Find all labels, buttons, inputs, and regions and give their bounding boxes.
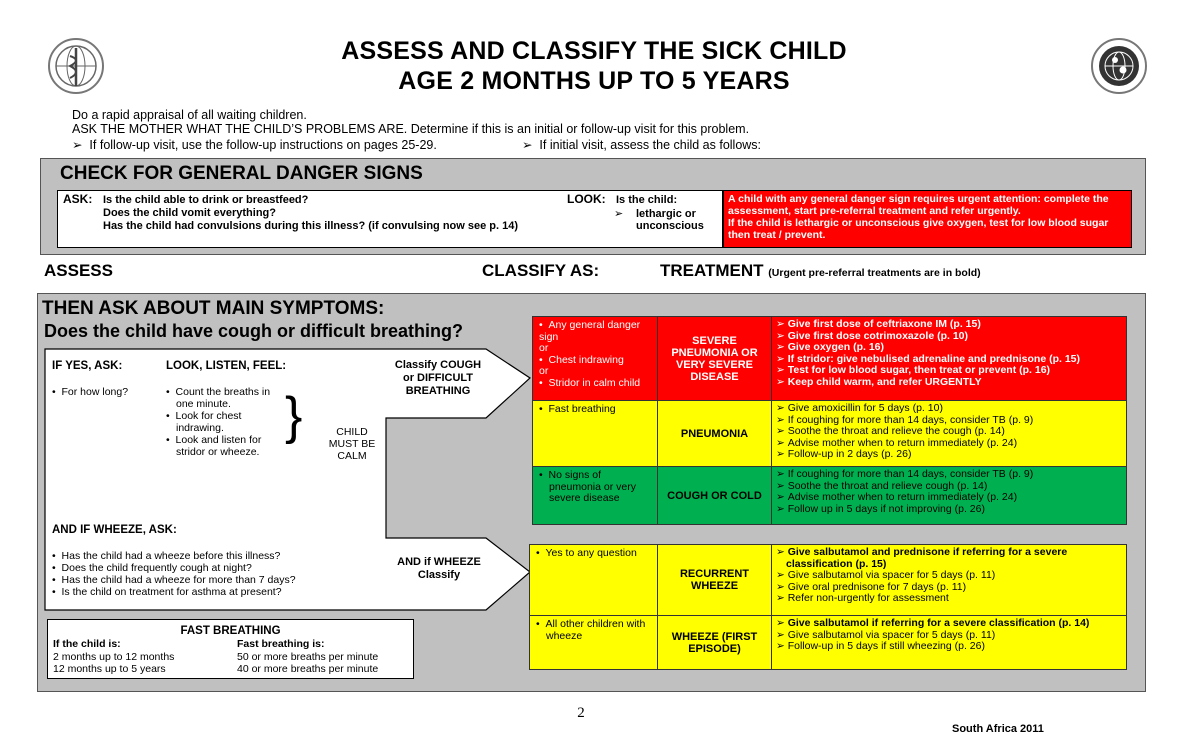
signs-cell	[533, 467, 658, 525]
sign-item: • Yes to any question	[536, 548, 653, 560]
fast-breathing-rate: 40 or more breaths per minute	[237, 663, 379, 675]
sign-item: • Any general danger sign	[539, 320, 653, 343]
list-item: • Is the child on treatment for asthma at present?	[52, 586, 342, 598]
treatment-cell	[772, 401, 1127, 467]
column-header-assess: ASSESS	[44, 261, 113, 280]
danger-signs-heading: CHECK FOR GENERAL DANGER SIGNS	[60, 163, 423, 184]
intro-line1: Do a rapid appraisal of all waiting children.	[72, 108, 307, 122]
treatment-item: ➢ Follow up in 5 days if not improving (p. 26)	[776, 504, 1122, 516]
intro-bullet1: ➢ If follow-up visit, use the follow-up instructions on pages 25-29.	[72, 138, 437, 152]
danger-action-text-1: A child with any general danger sign requires urgent attention: complete the assessment, start pre-referral treatment and refer urgently.	[728, 193, 1109, 217]
list-item: • Has the child had a wheeze before this illness?	[52, 550, 342, 562]
list-item: • Count the breaths in one minute.	[166, 386, 284, 410]
main-symptoms-heading: THEN ASK ABOUT MAIN SYMPTOMS:	[42, 298, 385, 319]
signs-cell	[533, 317, 658, 401]
treatment-item: ➢ Give oxygen (p. 16)	[776, 342, 1122, 354]
right-brace-icon: }	[285, 387, 303, 445]
cough-question: Does the child have cough or difficult breathing?	[44, 321, 464, 341]
treatment-item: ➢ Advise mother when to return immediately (p. 24)	[776, 438, 1122, 450]
classify-cough-label: Classify COUGH or DIFFICULT BREATHING	[394, 359, 482, 397]
fast-breathing-col1-header: If the child is:	[53, 638, 121, 650]
treatment-item: ➢ Give first dose of ceftriaxone IM (p. 15)	[776, 319, 1122, 331]
treatment-item: ➢ Give salbutamol via spacer for 5 days (p. 11)	[776, 570, 1122, 582]
wheeze-classify-label: AND if WHEEZE Classify	[397, 556, 481, 581]
sign-item: • Fast breathing	[539, 404, 653, 416]
danger-signs-action-box	[723, 190, 1132, 248]
classification-cell: SEVERE PNEUMONIA OR VERY SEVERE DISEASE	[658, 317, 772, 401]
calm-note: CHILD MUST BE CALM	[328, 426, 376, 462]
treatment-label: TREATMENT	[660, 261, 764, 280]
treatment-item: ➢ Give salbutamol if referring for a severe classification (p. 14)	[776, 618, 1122, 630]
intro-bullet2-text: If initial visit, assess the child as follows:	[539, 138, 762, 152]
treatment-item: ➢ Soothe the throat and relieve the cough (p. 14)	[776, 426, 1122, 438]
sign-item: • Chest indrawing	[539, 355, 653, 367]
cough-classification-table	[532, 316, 1127, 525]
look-bullet-icon: ➢	[614, 208, 624, 220]
danger-ask-item: Does the child vomit everything?	[103, 207, 276, 219]
sign-item: • No signs of pneumonia or very severe disease	[539, 470, 653, 505]
intro-line2: ASK THE MOTHER WHAT THE CHILD’S PROBLEMS ARE. Determine if this is an initial or follow-up visit for this problem.	[72, 122, 750, 136]
column-header-treatment	[660, 261, 981, 281]
treatment-item: ➢ Give salbutamol via spacer for 5 days (p. 11)	[776, 630, 1122, 642]
intro-bullet1-text: If follow-up visit, use the follow-up instructions on pages 25-29.	[89, 138, 437, 152]
fast-breathing-title: FAST BREATHING	[180, 625, 281, 637]
treatment-item: ➢ Follow-up in 5 days if still wheezing (p. 26)	[776, 641, 1122, 653]
list-item: • For how long?	[52, 386, 152, 398]
page-title-line1: ASSESS AND CLASSIFY THE SICK CHILD	[341, 37, 847, 65]
treatment-note: (Urgent pre-referral treatments are in bold)	[768, 267, 981, 279]
fast-breathing-col2-header: Fast breathing is:	[237, 638, 325, 650]
sign-or: or	[539, 365, 549, 377]
list-item: • Look for chest indrawing.	[166, 410, 284, 434]
table-row	[533, 467, 1127, 525]
treatment-item: ➢ Advise mother when to return immediately (p. 24)	[776, 492, 1122, 504]
look-intro: Is the child:	[616, 194, 678, 206]
look-listen-feel-label: LOOK, LISTEN, FEEL:	[166, 360, 287, 372]
treatment-item: ➢ If stridor: give nebulised adrenaline and prednisone (p. 15)	[776, 354, 1122, 366]
sign-item: • Stridor in calm child	[539, 378, 653, 390]
treatment-item: ➢ If coughing for more than 14 days, consider TB (p. 9)	[776, 469, 1122, 481]
intro-bullet2: ➢ If initial visit, assess the child as follows:	[522, 138, 762, 152]
treatment-cell	[772, 545, 1127, 616]
treatment-item: ➢ If coughing for more than 14 days, consider TB (p. 9)	[776, 415, 1122, 427]
page-number: 2	[577, 705, 585, 721]
wheeze-heading: AND IF WHEEZE, ASK:	[52, 524, 177, 536]
classification-cell: WHEEZE (FIRST EPISODE)	[658, 616, 772, 670]
signs-cell	[530, 616, 658, 670]
list-item: • Does the child frequently cough at night?	[52, 562, 342, 574]
treatment-item: ➢ Give salbutamol and prednisone if referring for a severe classification (p. 15)	[776, 547, 1122, 570]
look-item-line2: unconscious	[636, 220, 704, 232]
fast-breathing-rate: 50 or more breaths per minute	[237, 651, 379, 663]
column-header-classify: CLASSIFY AS:	[482, 261, 600, 280]
list-item: • Has the child had a wheeze for more than 7 days?	[52, 574, 342, 586]
signs-cell	[533, 401, 658, 467]
treatment-item: ➢ Give first dose cotrimoxazole (p. 10)	[776, 331, 1122, 343]
classification-cell: COUGH OR COLD	[658, 467, 772, 525]
fast-breathing-box	[47, 619, 414, 679]
ask-label: ASK:	[63, 192, 93, 206]
treatment-item: ➢ Give amoxicillin for 5 days (p. 10)	[776, 403, 1122, 415]
source-label: South Africa 2011	[952, 723, 1044, 735]
fast-breathing-age: 2 months up to 12 months	[53, 651, 175, 663]
list-item: • Look and listen for stridor or wheeze.	[166, 434, 284, 458]
treatment-item: ➢ Follow-up in 2 days (p. 26)	[776, 449, 1122, 461]
treatment-item: ➢ Keep child warm, and refer URGENTLY	[776, 377, 1122, 389]
table-row	[533, 317, 1127, 401]
wheeze-question-list	[52, 550, 342, 598]
treatment-item: ➢ Test for low blood sugar, then treat or prevent (p. 16)	[776, 365, 1122, 377]
treatment-item: ➢ Soothe the throat and relieve cough (p. 14)	[776, 481, 1122, 493]
classification-cell: RECURRENT WHEEZE	[658, 545, 772, 616]
treatment-cell	[772, 467, 1127, 525]
treatment-item: ➢ Give oral prednisone for 7 days (p. 11)	[776, 582, 1122, 594]
classification-cell: PNEUMONIA	[658, 401, 772, 467]
table-row	[533, 401, 1127, 467]
page-title-line2: AGE 2 MONTHS UP TO 5 YEARS	[398, 67, 790, 95]
danger-signs-assess-box	[57, 190, 723, 248]
table-row	[530, 616, 1127, 670]
danger-ask-item: Is the child able to drink or breastfeed?	[103, 194, 309, 206]
look-item-line1: lethargic or	[636, 208, 696, 220]
treatment-item: ➢ Refer non-urgently for assessment	[776, 593, 1122, 605]
signs-cell	[530, 545, 658, 616]
look-label: LOOK:	[567, 192, 606, 206]
danger-action-text-2: If the child is lethargic or unconscious give oxygen, test for low blood sugar then treat / prevent.	[728, 217, 1109, 241]
sign-item: • All other children with wheeze	[536, 619, 653, 642]
if-yes-ask-label: IF YES, ASK:	[52, 360, 123, 372]
treatment-cell	[772, 616, 1127, 670]
ask-list	[52, 386, 152, 398]
wheeze-classification-table	[529, 544, 1127, 670]
treatment-cell	[772, 317, 1127, 401]
fast-breathing-age: 12 months up to 5 years	[53, 663, 166, 675]
danger-ask-item: Has the child had convulsions during this illness? (if convulsing now see p. 14)	[103, 220, 519, 232]
table-row	[530, 545, 1127, 616]
sign-or: or	[539, 342, 549, 354]
look-list	[166, 386, 284, 458]
